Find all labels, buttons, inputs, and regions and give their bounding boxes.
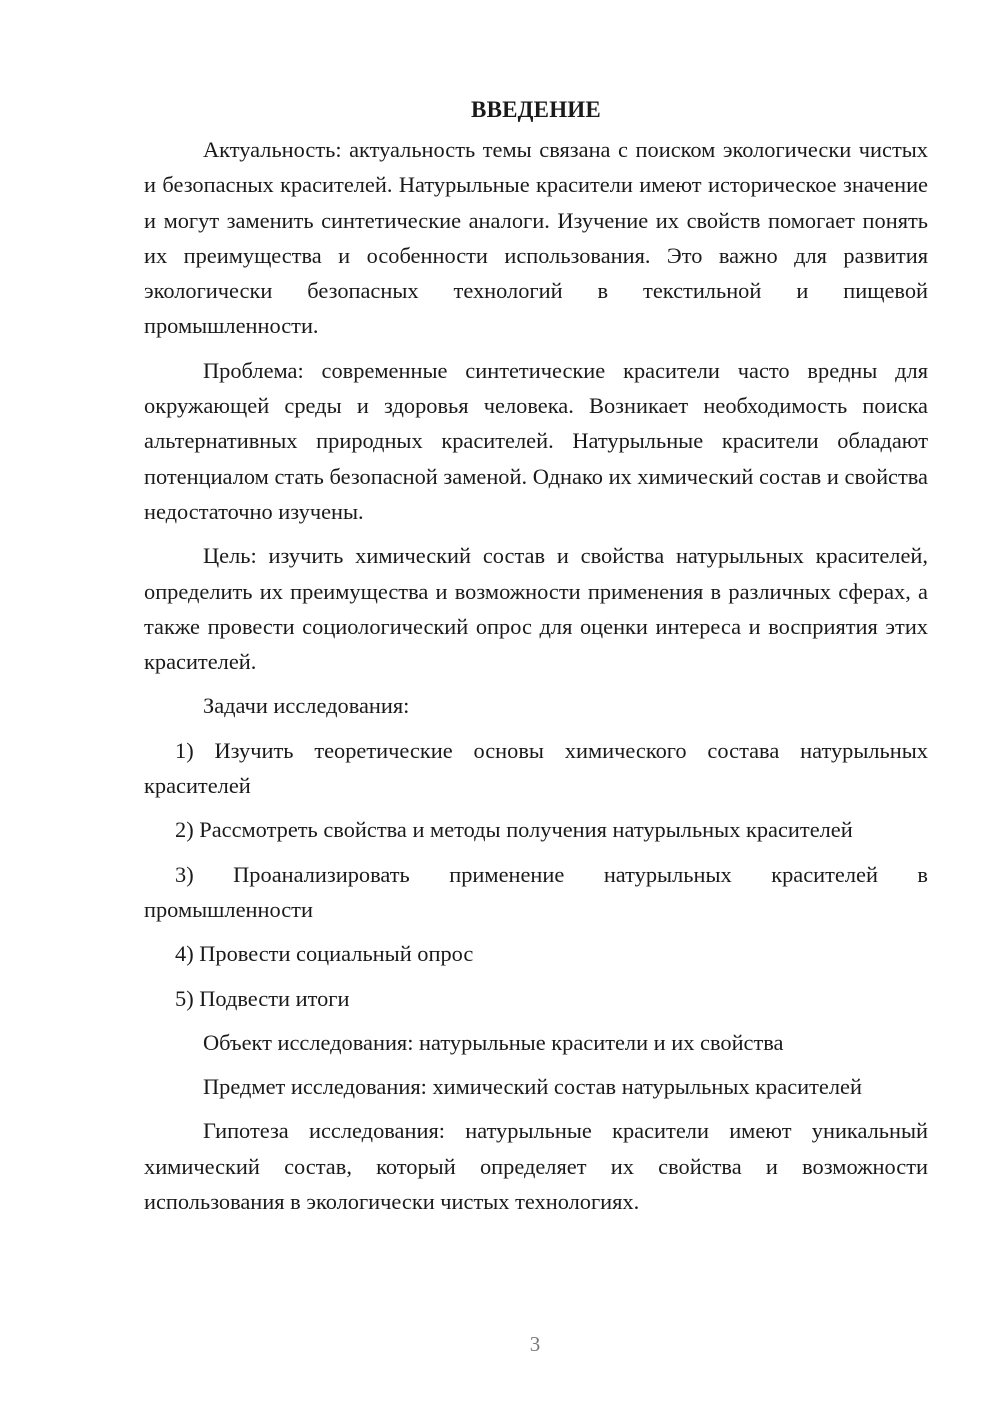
- document-page: [144, 93, 928, 1228]
- research-subject-paragraph: Предмет исследования: химический состав натурыльных красителей: [203, 1074, 862, 1100]
- task-item: 4) Провести социальный опрос: [175, 941, 474, 967]
- task-item: 2) Рассмотреть свойства и методы получения натурыльных красителей: [175, 817, 853, 843]
- page-number: 3: [529, 1332, 541, 1356]
- problem-paragraph: Проблема: современные синтетические красители часто вредны для окружающей среды и здоровья человека. Возникает необходимость поиска альтернативных природных красителей. Натурыльные красители обладают потенциалом стать безопасной заменой. Однако их химический состав и свойства недостаточно изучены.: [144, 357, 928, 524]
- tasks-heading: Задачи исследования:: [203, 693, 410, 719]
- task-item: 5) Подвести итоги: [175, 985, 350, 1011]
- task-item: 1) Изучить теоретические основы химического состава натурыльных красителей: [144, 737, 928, 799]
- relevance-paragraph: Актуальность: актуальность темы связана с поиском экологически чистых и безопасных красителей. Натурыльные красители имеют историческое значение и могут заменить синтетические аналоги. Изучение их свойств помогает понять их преимущества и особенности использования. Это важно для развития экологически безопасных технологий в текстильной и пищевой промышленности.: [144, 137, 928, 339]
- goal-paragraph: Цель: изучить химический состав и свойства натурыльных красителей, определить их преимущества и возможности применения в различных сферах, а также провести социологический опрос для оценки интереса и восприятия этих красителей.: [144, 543, 928, 675]
- research-object-paragraph: Объект исследования: натурыльные красители и их свойства: [203, 1029, 784, 1055]
- task-item: 3) Проанализировать применение натурыльных красителей в промышленности: [144, 861, 928, 922]
- hypothesis-paragraph: Гипотеза исследования: натурыльные красители имеют уникальный химический состав, который определяет их свойства и возможности использования в экологически чистых технологиях.: [144, 1118, 928, 1215]
- page-title: ВВЕДЕНИЕ: [471, 97, 601, 122]
